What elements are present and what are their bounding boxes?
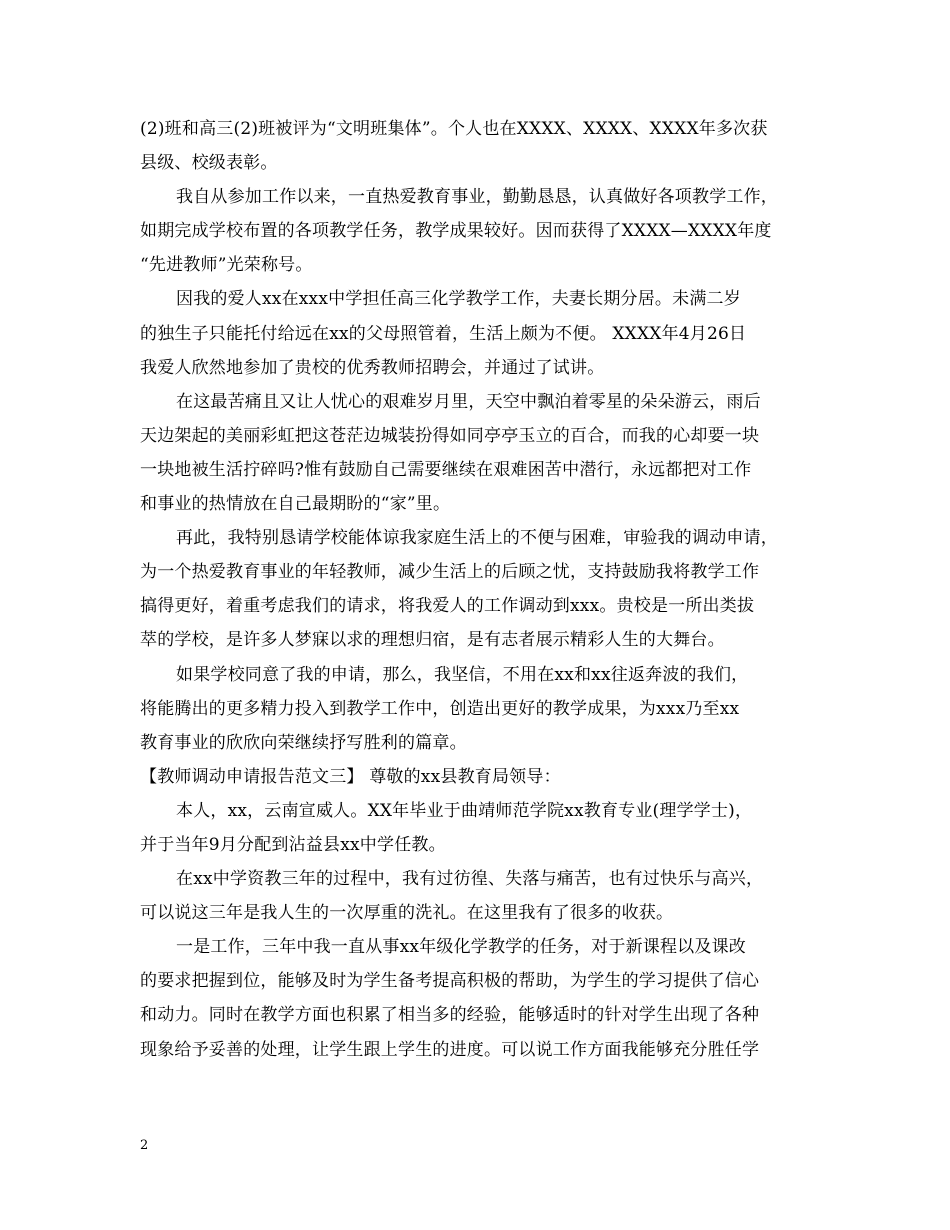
text-line: 教育事业的欣欣向荣继续抒写胜利的篇章。 xyxy=(140,732,467,753)
text-line: 因我的爱人xx在xxx中学担任高三化学教学工作，夫妻长期分居。未满二岁 xyxy=(176,289,741,310)
document-body xyxy=(140,112,820,1067)
text-line: 现象给予妥善的处理，让学生跟上学生的进度。可以说工作方面我能够充分胜任学 xyxy=(140,1039,760,1060)
text-line: 一块地被生活拧碎吗?惟有鼓励自己需要继续在艰难困苦中潜行，永远都把对工作 xyxy=(140,459,752,480)
text-line: 为一个热爱教育事业的年轻教师，减少生活上的后顾之忧，支持鼓励我将教学工作 xyxy=(140,562,760,583)
text-line: 并于当年9月分配到沾益县xx中学任教。 xyxy=(140,834,446,855)
text-line: 的要求把握到位，能够及时为学生备考提高积极的帮助，为学生的学习提供了信心 xyxy=(140,971,760,992)
text-line: 我自从参加工作以来，一直热爱教育事业，勤勤恳恳，认真做好各项教学工作， xyxy=(176,187,778,208)
text-line: 本人，xx，云南宣威人。XX年毕业于曲靖师范学院xx教育专业(理学学士)， xyxy=(176,800,753,821)
text-line: 在这最苦痛且又让人忧心的艰难岁月里，天空中飘泊着零星的朵朵游云，雨后 xyxy=(176,391,761,412)
text-line: 的独生子只能托付给远在xx的父母照管着，生活上颇为不便。 XXXX年4月26日 xyxy=(140,323,747,344)
text-line: 和事业的热情放在自己最期盼的“家”里。 xyxy=(140,494,451,515)
text-line: 将能腾出的更多精力投入到教学工作中，创造出更好的教学成果，为xxx乃至xx xyxy=(140,698,740,719)
text-line: 搞得更好，着重考虑我们的请求，将我爱人的工作调动到xxx。贵校是一所出类拔 xyxy=(140,596,755,617)
text-line: 如期完成学校布置的各项教学任务，教学成果较好。因而获得了XXXX—XXXX年度 xyxy=(140,221,772,242)
text-line: 县级、校级表彰。 xyxy=(140,153,278,174)
text-line: 我爱人欣然地参加了贵校的优秀教师招聘会，并通过了试讲。 xyxy=(140,357,605,378)
text-line: (2)班和高三(2)班被评为“文明班集体”。个人也在XXXX、XXXX、XXXX年多次获 xyxy=(140,119,768,139)
text-line: 如果学校同意了我的申请，那么，我坚信，不用在xx和xx往返奔波的我们， xyxy=(176,664,749,685)
text-line: “先进教师”光荣称号。 xyxy=(140,255,313,276)
page-number: 2 xyxy=(140,1138,149,1153)
text-line: 再此，我特别恳请学校能体谅我家庭生活上的不便与困难，审验我的调动申请， xyxy=(176,528,778,549)
text-line: 一是工作，三年中我一直从事xx年级化学教学的任务，对于新课程以及课改 xyxy=(176,937,746,958)
text-line: 和动力。同时在教学方面也积累了相当多的经验，能够适时的针对学生出现了各种 xyxy=(140,1005,760,1026)
text-line: 可以说这三年是我人生的一次厚重的洗礼。在这里我有了很多的收获。 xyxy=(140,903,674,924)
text-line: 【教师调动申请报告范文三】 尊敬的xx县教育局领导： xyxy=(140,766,561,787)
text-line: 天边架起的美丽彩虹把这苍茫边城装扮得如同亭亭玉立的百合，而我的心却要一块 xyxy=(140,425,760,446)
text-line: 萃的学校，是许多人梦寐以求的理想归宿，是有志者展示精彩人生的大舞台。 xyxy=(140,630,725,651)
text-line: 在xx中学资教三年的过程中，我有过彷徨、失落与痛苦，也有过快乐与高兴， xyxy=(176,869,764,890)
